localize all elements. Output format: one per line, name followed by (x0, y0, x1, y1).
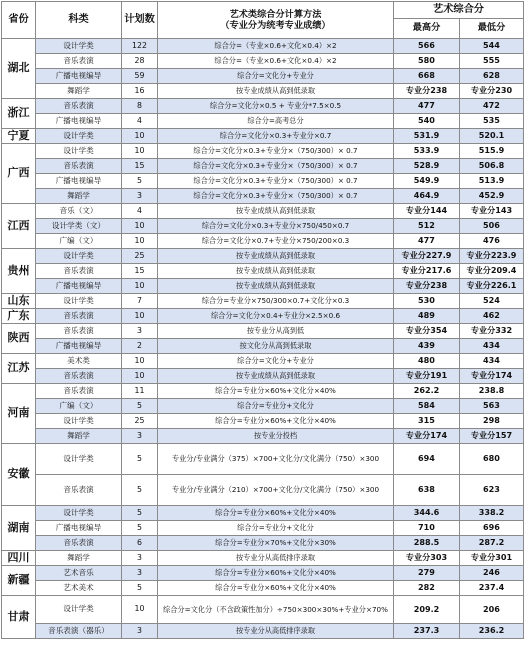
min-score-cell: 238.8 (460, 384, 524, 399)
province-cell: 陕西 (2, 324, 36, 354)
method-cell: 综合分=专业分×60%+文化分×40% (158, 384, 394, 399)
method-cell: 综合分=文化分×0.3+专业分×（750/300）× 0.7 (158, 174, 394, 189)
plan-count-cell: 5 (122, 581, 158, 596)
plan-count-cell: 10 (122, 219, 158, 234)
max-score-cell: 477 (394, 234, 460, 249)
province-cell: 河南 (2, 384, 36, 444)
method-cell: 综合分=文化分×0.3+专业分×0.7 (158, 129, 394, 144)
max-score-cell: 580 (394, 54, 460, 69)
max-score-cell: 439 (394, 339, 460, 354)
method-cell: 综合分=文化分+专业分 (158, 69, 394, 84)
method-cell: 按专业成绩从高到低录取 (158, 279, 394, 294)
table-row (2, 174, 524, 189)
province-cell: 广西 (2, 144, 36, 204)
max-score-cell: 668 (394, 69, 460, 84)
table-row (2, 475, 524, 506)
max-score-cell: 533.9 (394, 144, 460, 159)
header-plan: 计划数 (122, 2, 158, 39)
table-row (2, 54, 524, 69)
category-cell: 设计学类 (36, 506, 122, 521)
min-score-cell: 298 (460, 414, 524, 429)
category-cell: 设计学类 (36, 129, 122, 144)
method-cell: 按专业分从高低排序录取 (158, 551, 394, 566)
category-cell: 设计学类 (36, 294, 122, 309)
province-cell: 贵州 (2, 249, 36, 294)
method-cell: 按专业分从高低排序录取 (158, 624, 394, 639)
plan-count-cell: 5 (122, 506, 158, 521)
min-score-cell: 专业分209.4 (460, 264, 524, 279)
category-cell: 广播电视编导 (36, 69, 122, 84)
plan-count-cell: 15 (122, 159, 158, 174)
category-cell: 广播电视编导 (36, 521, 122, 536)
table-row (2, 414, 524, 429)
category-cell: 音乐表演 (36, 475, 122, 506)
province-cell: 宁夏 (2, 129, 36, 144)
method-cell: 综合分=专业分×60%+文化分×40% (158, 414, 394, 429)
plan-count-cell: 16 (122, 84, 158, 99)
category-cell: 设计学类 (36, 444, 122, 475)
max-score-cell: 464.9 (394, 189, 460, 204)
table-body (2, 39, 524, 639)
table-row (2, 551, 524, 566)
method-cell: 综合分=高考总分 (158, 114, 394, 129)
category-cell: 设计学类 (36, 144, 122, 159)
province-cell: 湖南 (2, 506, 36, 551)
method-cell: 综合分=专业分+文化分 (158, 521, 394, 536)
max-score-cell: 专业分217.6 (394, 264, 460, 279)
table-row (2, 279, 524, 294)
min-score-cell: 434 (460, 354, 524, 369)
category-cell: 舞蹈学 (36, 84, 122, 99)
table-row (2, 84, 524, 99)
method-cell: 按专业分从高到低 (158, 324, 394, 339)
province-cell: 山东 (2, 294, 36, 309)
category-cell: 美术类 (36, 354, 122, 369)
method-cell: 按专业分投档 (158, 429, 394, 444)
table-row (2, 444, 524, 475)
category-cell: 音乐表演 (36, 159, 122, 174)
method-cell: 综合分=（专业×0.6+文化×0.4）×2 (158, 54, 394, 69)
max-score-cell: 288.5 (394, 536, 460, 551)
max-score-cell: 512 (394, 219, 460, 234)
table-row (2, 536, 524, 551)
min-score-cell: 246 (460, 566, 524, 581)
table-row (2, 429, 524, 444)
min-score-cell: 515.9 (460, 144, 524, 159)
min-score-cell: 专业分226.1 (460, 279, 524, 294)
min-score-cell: 524 (460, 294, 524, 309)
max-score-cell: 专业分238 (394, 279, 460, 294)
table-row (2, 399, 524, 414)
method-cell: 综合分=文化分×0.3+专业分×（750/300）× 0.7 (158, 144, 394, 159)
max-score-cell: 540 (394, 114, 460, 129)
category-cell: 舞蹈学 (36, 429, 122, 444)
plan-count-cell: 4 (122, 114, 158, 129)
min-score-cell: 236.2 (460, 624, 524, 639)
max-score-cell: 237.3 (394, 624, 460, 639)
plan-count-cell: 10 (122, 354, 158, 369)
method-cell: 专业分/专业满分（375）×700+文化分/文化满分（750）×300 (158, 444, 394, 475)
min-score-cell: 680 (460, 444, 524, 475)
province-cell: 安徽 (2, 444, 36, 506)
max-score-cell: 专业分144 (394, 204, 460, 219)
max-score-cell: 209.2 (394, 596, 460, 624)
method-cell: 按专业成绩从高到低录取 (158, 84, 394, 99)
min-score-cell: 472 (460, 99, 524, 114)
method-cell: 按专业成绩从高到低录取 (158, 204, 394, 219)
plan-count-cell: 10 (122, 129, 158, 144)
min-score-cell: 506.8 (460, 159, 524, 174)
max-score-cell: 专业分174 (394, 429, 460, 444)
min-score-cell: 452.9 (460, 189, 524, 204)
table-row (2, 159, 524, 174)
plan-count-cell: 3 (122, 429, 158, 444)
plan-count-cell: 25 (122, 249, 158, 264)
method-cell: 综合分=文化分×0.5 + 专业分*7.5×0.5 (158, 99, 394, 114)
method-cell: 综合分=文化分×0.3+专业分×750/450×0.7 (158, 219, 394, 234)
plan-count-cell: 59 (122, 69, 158, 84)
max-score-cell: 262.2 (394, 384, 460, 399)
header-max-score: 最高分 (394, 19, 460, 39)
method-cell: 按专业成绩从高到低录取 (158, 369, 394, 384)
table-row (2, 144, 524, 159)
category-cell: 设计学类 (36, 414, 122, 429)
plan-count-cell: 28 (122, 54, 158, 69)
max-score-cell: 549.9 (394, 174, 460, 189)
plan-count-cell: 15 (122, 264, 158, 279)
category-cell: 音乐表演 (36, 99, 122, 114)
category-cell: 音乐表演 (36, 536, 122, 551)
category-cell: 音乐（文） (36, 204, 122, 219)
method-cell: 按专业成绩从高到低录取 (158, 264, 394, 279)
plan-count-cell: 10 (122, 279, 158, 294)
category-cell: 音乐表演 (36, 309, 122, 324)
min-score-cell: 206 (460, 596, 524, 624)
method-cell: 综合分=专业分×60%+文化分×40% (158, 566, 394, 581)
method-cell: 综合分=文化分×0.4+专业分×2.5×0.6 (158, 309, 394, 324)
plan-count-cell: 5 (122, 521, 158, 536)
table-row (2, 309, 524, 324)
category-cell: 广编（文） (36, 234, 122, 249)
plan-count-cell: 5 (122, 475, 158, 506)
method-cell: 综合分=专业分+文化分 (158, 399, 394, 414)
table-row (2, 69, 524, 84)
max-score-cell: 477 (394, 99, 460, 114)
province-cell: 新疆 (2, 566, 36, 596)
min-score-cell: 专业分157 (460, 429, 524, 444)
plan-count-cell: 2 (122, 339, 158, 354)
table-row (2, 521, 524, 536)
category-cell: 设计学类 (36, 596, 122, 624)
plan-count-cell: 3 (122, 189, 158, 204)
method-cell: 综合分=专业分×60%+文化分×40% (158, 506, 394, 521)
min-score-cell: 专业分332 (460, 324, 524, 339)
method-cell: 综合分=文化分×0.7+专业分×750/200×0.3 (158, 234, 394, 249)
plan-count-cell: 10 (122, 234, 158, 249)
plan-count-cell: 8 (122, 99, 158, 114)
table-row (2, 114, 524, 129)
max-score-cell: 专业分354 (394, 324, 460, 339)
max-score-cell: 344.6 (394, 506, 460, 521)
min-score-cell: 506 (460, 219, 524, 234)
category-cell: 设计学类 (36, 249, 122, 264)
category-cell: 艺术美术 (36, 581, 122, 596)
table-row (2, 129, 524, 144)
min-score-cell: 535 (460, 114, 524, 129)
plan-count-cell: 122 (122, 39, 158, 54)
category-cell: 广播电视编导 (36, 114, 122, 129)
min-score-cell: 专业分301 (460, 551, 524, 566)
min-score-cell: 520.1 (460, 129, 524, 144)
province-cell: 浙江 (2, 99, 36, 129)
table-row (2, 324, 524, 339)
plan-count-cell: 3 (122, 324, 158, 339)
table-row (2, 506, 524, 521)
min-score-cell: 338.2 (460, 506, 524, 521)
table-row (2, 354, 524, 369)
category-cell: 音乐表演 (36, 54, 122, 69)
header-province: 省份 (2, 2, 36, 39)
category-cell: 音乐表演 (36, 264, 122, 279)
category-cell: 艺术音乐 (36, 566, 122, 581)
plan-count-cell: 6 (122, 536, 158, 551)
category-cell: 舞蹈学 (36, 551, 122, 566)
plan-count-cell: 25 (122, 414, 158, 429)
method-cell: 综合分=专业分×70%+文化分×30% (158, 536, 394, 551)
category-cell: 广播电视编导 (36, 174, 122, 189)
table-row (2, 39, 524, 54)
category-cell: 设计学类（文） (36, 219, 122, 234)
plan-count-cell: 7 (122, 294, 158, 309)
table-row (2, 219, 524, 234)
plan-count-cell: 3 (122, 566, 158, 581)
table-row (2, 581, 524, 596)
category-cell: 音乐表演 (36, 369, 122, 384)
category-cell: 广播电视编导 (36, 279, 122, 294)
table-row (2, 369, 524, 384)
plan-count-cell: 3 (122, 551, 158, 566)
max-score-cell: 专业分238 (394, 84, 460, 99)
category-cell: 设计学类 (36, 39, 122, 54)
max-score-cell: 专业分191 (394, 369, 460, 384)
header-min-score: 最低分 (460, 19, 524, 39)
table-row (2, 204, 524, 219)
category-cell: 广播电视编导 (36, 339, 122, 354)
table-row (2, 264, 524, 279)
method-cell: 按文化分从高到低录取 (158, 339, 394, 354)
table-row (2, 384, 524, 399)
header-category: 科类 (36, 2, 122, 39)
max-score-cell: 531.9 (394, 129, 460, 144)
max-score-cell: 279 (394, 566, 460, 581)
header-score: 艺术综合分 (394, 2, 524, 19)
plan-count-cell: 5 (122, 399, 158, 414)
method-cell: 综合分=文化分×0.3+专业分×（750/300）× 0.7 (158, 189, 394, 204)
category-cell: 音乐表演（器乐） (36, 624, 122, 639)
admission-score-table-container (1, 1, 523, 658)
min-score-cell: 696 (460, 521, 524, 536)
min-score-cell: 555 (460, 54, 524, 69)
max-score-cell: 282 (394, 581, 460, 596)
method-cell: 综合分=专业分×60%+文化分×40% (158, 581, 394, 596)
min-score-cell: 462 (460, 309, 524, 324)
admission-score-table (1, 1, 524, 639)
plan-count-cell: 10 (122, 596, 158, 624)
method-cell: 综合分=文化分（不含政策性加分）÷750×300×30%+专业分×70% (158, 596, 394, 624)
max-score-cell: 专业分303 (394, 551, 460, 566)
max-score-cell: 638 (394, 475, 460, 506)
max-score-cell: 584 (394, 399, 460, 414)
min-score-cell: 513.9 (460, 174, 524, 189)
min-score-cell: 专业分223.9 (460, 249, 524, 264)
max-score-cell: 480 (394, 354, 460, 369)
min-score-cell: 476 (460, 234, 524, 249)
max-score-cell: 694 (394, 444, 460, 475)
province-cell: 四川 (2, 551, 36, 566)
min-score-cell: 434 (460, 339, 524, 354)
plan-count-cell: 5 (122, 174, 158, 189)
category-cell: 舞蹈学 (36, 189, 122, 204)
max-score-cell: 528.9 (394, 159, 460, 174)
min-score-cell: 237.4 (460, 581, 524, 596)
table-row (2, 624, 524, 639)
plan-count-cell: 11 (122, 384, 158, 399)
min-score-cell: 544 (460, 39, 524, 54)
header-method: 艺术类综合分计算方法 （专业分为统考专业成绩） (158, 2, 394, 39)
category-cell: 广编（文） (36, 399, 122, 414)
min-score-cell: 563 (460, 399, 524, 414)
table-row (2, 234, 524, 249)
max-score-cell: 专业分227.9 (394, 249, 460, 264)
min-score-cell: 专业分174 (460, 369, 524, 384)
min-score-cell: 专业分143 (460, 204, 524, 219)
method-cell: 综合分=文化分+专业分 (158, 354, 394, 369)
method-cell: 综合分=文化分×0.3+专业分×（750/300）× 0.7 (158, 159, 394, 174)
table-row (2, 189, 524, 204)
plan-count-cell: 4 (122, 204, 158, 219)
table-row (2, 596, 524, 624)
method-cell: 综合分=专业分×750/300×0.7+文化分×0.3 (158, 294, 394, 309)
table-row (2, 99, 524, 114)
plan-count-cell: 10 (122, 309, 158, 324)
method-cell: 综合分=（专业×0.6+文化×0.4）×2 (158, 39, 394, 54)
min-score-cell: 628 (460, 69, 524, 84)
min-score-cell: 287.2 (460, 536, 524, 551)
max-score-cell: 566 (394, 39, 460, 54)
table-row (2, 249, 524, 264)
min-score-cell: 623 (460, 475, 524, 506)
province-cell: 广东 (2, 309, 36, 324)
max-score-cell: 489 (394, 309, 460, 324)
plan-count-cell: 10 (122, 144, 158, 159)
plan-count-cell: 10 (122, 369, 158, 384)
category-cell: 音乐表演 (36, 384, 122, 399)
province-cell: 湖北 (2, 39, 36, 99)
province-cell: 江西 (2, 204, 36, 249)
province-cell: 江苏 (2, 354, 36, 384)
table-row (2, 339, 524, 354)
province-cell: 甘肃 (2, 596, 36, 639)
max-score-cell: 530 (394, 294, 460, 309)
method-cell: 专业分/专业满分（210）×700+文化分/文化满分（750）×300 (158, 475, 394, 506)
max-score-cell: 315 (394, 414, 460, 429)
table-row (2, 294, 524, 309)
max-score-cell: 710 (394, 521, 460, 536)
min-score-cell: 专业分230 (460, 84, 524, 99)
category-cell: 音乐表演 (36, 324, 122, 339)
plan-count-cell: 5 (122, 444, 158, 475)
plan-count-cell: 3 (122, 624, 158, 639)
method-cell: 按专业成绩从高到低录取 (158, 249, 394, 264)
table-row (2, 566, 524, 581)
